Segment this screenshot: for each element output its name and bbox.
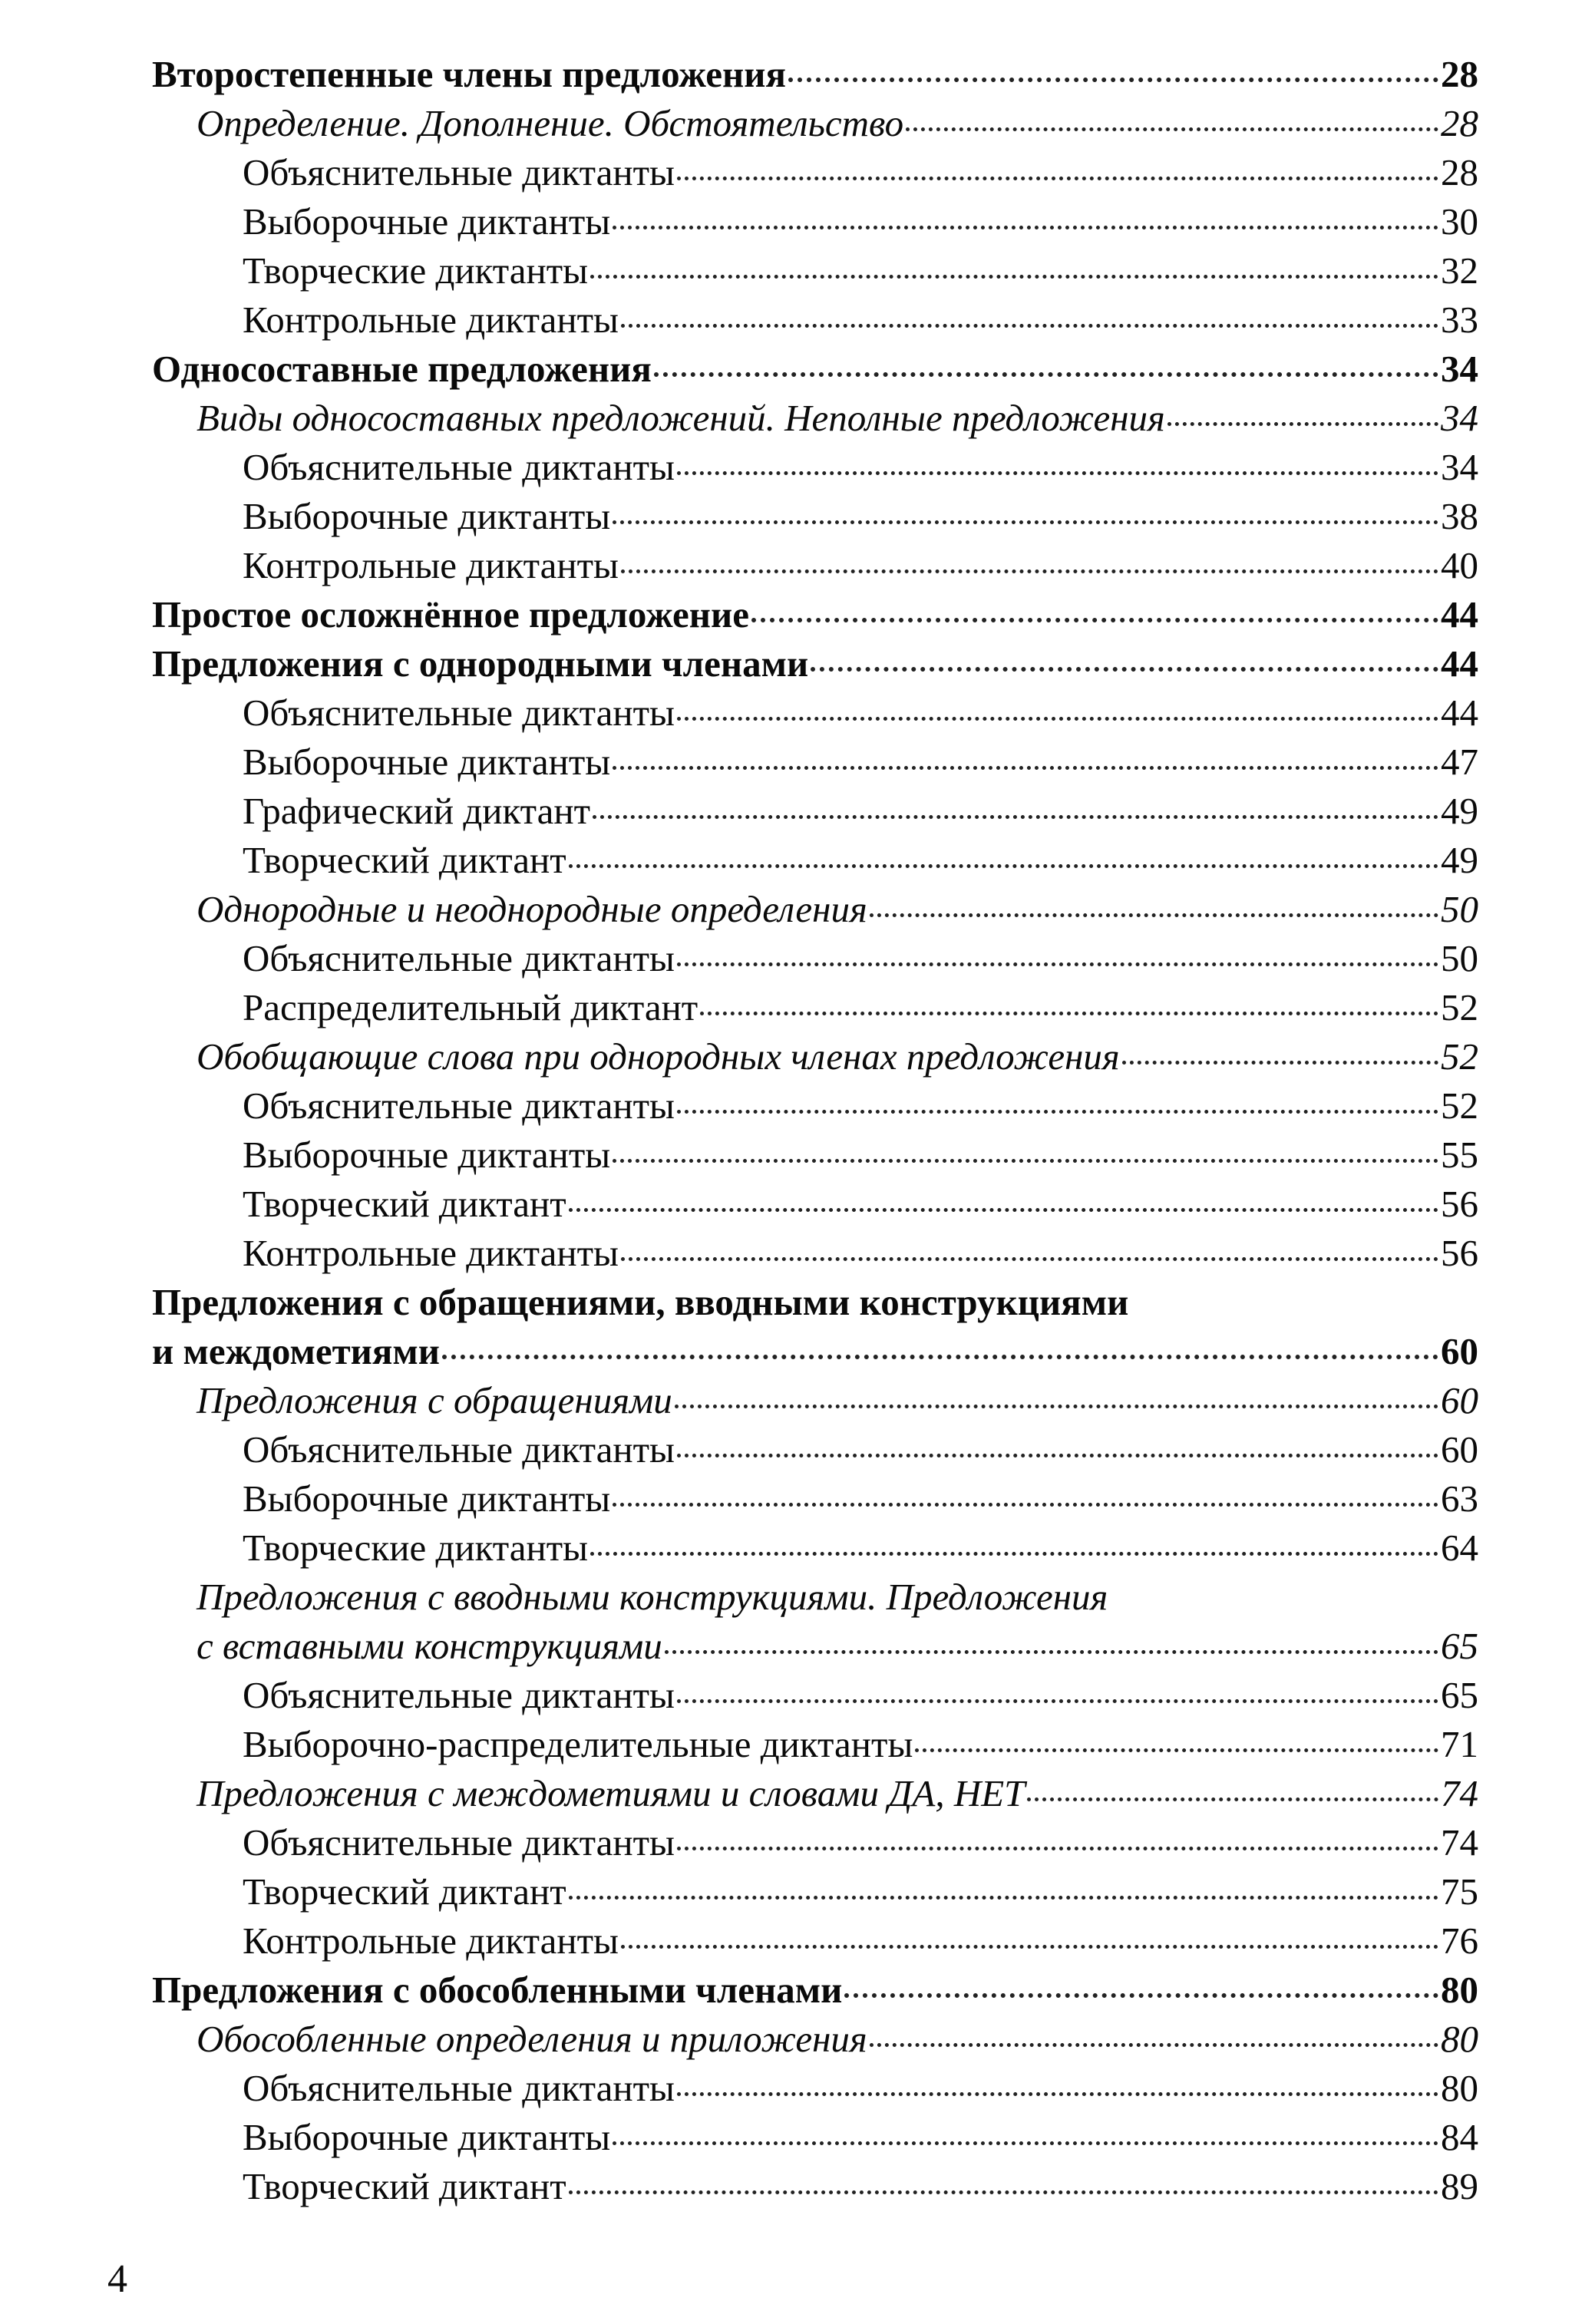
toc-exercise-entry [152, 1180, 1478, 1229]
dot-leader [677, 471, 1438, 475]
toc-entry-page: 80 [1441, 2018, 1478, 2060]
toc-section-entry [152, 1966, 1478, 2015]
dot-leader [870, 913, 1438, 917]
toc-entry-title: Предложения с обособленными членами [152, 1969, 843, 2011]
toc-entry-page: 89 [1441, 2165, 1478, 2207]
toc-entry-title: Творческий диктант [243, 2165, 566, 2207]
toc-entry-title: Выборочные диктанты [243, 1134, 611, 1176]
toc-entry-page: 52 [1441, 1035, 1478, 1078]
dot-leader [569, 1896, 1438, 1900]
dot-leader [593, 815, 1438, 819]
toc-entry-title: Обособленные определения и приложения [196, 2018, 867, 2060]
toc-exercise-entry [152, 2064, 1478, 2113]
toc-entry-page: 84 [1441, 2116, 1478, 2158]
dot-leader [621, 324, 1438, 328]
dot-leader [788, 78, 1438, 82]
toc-entry-page: 56 [1441, 1232, 1478, 1274]
dot-leader [844, 1993, 1438, 1998]
toc-section-entry-continuation [152, 1327, 1478, 1376]
toc-entry-page: 55 [1441, 1134, 1478, 1176]
toc-entry-title: Объяснительные диктанты [243, 446, 675, 488]
toc-entry-page: 50 [1441, 937, 1478, 979]
dot-leader [1167, 422, 1438, 426]
toc-entry-page: 28 [1441, 102, 1478, 144]
toc-entry-page: 71 [1441, 1723, 1478, 1765]
toc-entry-title: Второстепенные члены предложения [152, 53, 786, 95]
toc-entry-title: Контрольные диктанты [243, 299, 619, 341]
toc-entry-title: с вставными конструкциями [196, 1625, 662, 1667]
dot-leader [677, 1699, 1438, 1703]
toc-entry-page: 80 [1441, 2067, 1478, 2109]
dot-leader [751, 618, 1438, 622]
toc-section-entry [152, 345, 1478, 394]
dot-leader [1027, 1797, 1438, 1801]
toc-exercise-entry [152, 1867, 1478, 1916]
toc-entry-title: Предложения с обращениями [196, 1379, 672, 1421]
toc-entry-page: 65 [1441, 1674, 1478, 1716]
toc-exercise-entry [152, 836, 1478, 885]
toc-entry-title: Выборочные диктанты [243, 200, 611, 243]
toc-entry-page: 50 [1441, 888, 1478, 930]
toc-exercise-entry [152, 295, 1478, 345]
toc-entry-page: 44 [1441, 692, 1478, 734]
dot-leader [677, 2092, 1438, 2096]
dot-leader [677, 1847, 1438, 1850]
toc-subsection-entry [152, 885, 1478, 934]
toc-entry-page: 34 [1441, 348, 1478, 390]
dot-leader [1122, 1061, 1438, 1065]
dot-leader [613, 1503, 1438, 1507]
dot-leader [654, 372, 1438, 377]
toc-entry-page: 56 [1441, 1183, 1478, 1225]
toc-entry-title: Выборочные диктанты [243, 2116, 611, 2158]
toc-exercise-entry [152, 2162, 1478, 2211]
toc-entry-title: Графический диктант [243, 790, 591, 832]
toc-entry-title: Творческий диктант [243, 839, 566, 881]
toc-entry-page: 60 [1441, 1330, 1478, 1372]
toc-entry-page: 60 [1441, 1379, 1478, 1421]
toc-entry-title: Объяснительные диктанты [243, 1084, 675, 1127]
toc-section-entry [152, 639, 1478, 688]
toc-subsection-entry [152, 2015, 1478, 2064]
toc-exercise-entry [152, 1474, 1478, 1523]
toc-entry-page: 76 [1441, 1920, 1478, 1962]
toc-exercise-entry [152, 197, 1478, 246]
dot-leader [613, 520, 1438, 524]
toc-subsection-entry [152, 394, 1478, 443]
toc-exercise-entry [152, 1081, 1478, 1131]
toc-entry-page: 47 [1441, 741, 1478, 783]
toc-entry-title: Объяснительные диктанты [243, 1428, 675, 1471]
table-of-contents [152, 50, 1478, 2211]
toc-entry-title: Предложения с однородными членами [152, 642, 809, 685]
toc-entry-page: 80 [1441, 1969, 1478, 2011]
toc-entry-page: 40 [1441, 544, 1478, 586]
toc-entry-title: Творческий диктант [243, 1183, 566, 1225]
toc-exercise-entry [152, 1523, 1478, 1573]
toc-exercise-entry [152, 738, 1478, 787]
toc-exercise-entry [152, 443, 1478, 492]
toc-section-entry [152, 590, 1478, 639]
toc-entry-title: Объяснительные диктанты [243, 151, 675, 193]
toc-entry-title: Виды односоставных предложений. Неполные предложения [196, 397, 1165, 439]
toc-entry-page: 65 [1441, 1625, 1478, 1667]
toc-entry-title: Простое осложнённое предложение [152, 593, 750, 635]
dot-leader [675, 1405, 1438, 1408]
toc-section-entry [152, 50, 1478, 99]
toc-entry-title: Творческие диктанты [243, 1527, 589, 1569]
toc-exercise-entry [152, 246, 1478, 295]
page-number: 4 [107, 2257, 127, 2301]
toc-entry-page: 52 [1441, 986, 1478, 1028]
dot-leader [442, 1355, 1438, 1359]
toc-entry-title: Предложения с вводными конструкциями. Предложения [196, 1576, 1108, 1618]
toc-entry-title: Объяснительные диктанты [243, 692, 675, 734]
dot-leader [915, 1748, 1438, 1752]
toc-entry-page: 34 [1441, 446, 1478, 488]
toc-entry-page: 30 [1441, 200, 1478, 243]
toc-entry-page: 33 [1441, 299, 1478, 341]
dot-leader [906, 127, 1438, 131]
toc-exercise-entry [152, 1720, 1478, 1769]
toc-entry-title: Распределительный диктант [243, 986, 698, 1028]
dot-leader [621, 1257, 1438, 1261]
dot-leader [621, 569, 1438, 573]
dot-leader [677, 717, 1438, 721]
toc-entry-page: 44 [1441, 642, 1478, 685]
dot-leader [613, 766, 1438, 770]
toc-exercise-entry [152, 1229, 1478, 1278]
toc-entry-title: Обобщающие слова при однородных членах предложения [196, 1035, 1120, 1078]
toc-exercise-entry [152, 1425, 1478, 1474]
toc-entry-title: Предложения с междометиями и словами ДА, НЕТ [196, 1772, 1025, 1814]
toc-exercise-entry [152, 148, 1478, 197]
dot-leader [613, 2141, 1438, 2145]
toc-entry-title: Объяснительные диктанты [243, 1821, 675, 1863]
toc-entry-page: 63 [1441, 1477, 1478, 1520]
toc-entry-page: 74 [1441, 1821, 1478, 1863]
toc-entry-title: Предложения с обращениями, вводными конструкциями [152, 1281, 1129, 1323]
dot-leader [569, 864, 1438, 868]
dot-leader [569, 2190, 1438, 2194]
dot-leader [700, 1012, 1438, 1015]
dot-leader [870, 2043, 1438, 2047]
toc-entry-page: 44 [1441, 593, 1478, 635]
dot-leader [811, 667, 1438, 672]
toc-entry-page: 32 [1441, 249, 1478, 292]
toc-exercise-entry [152, 2113, 1478, 2162]
toc-exercise-entry [152, 983, 1478, 1032]
toc-entry-title: Выборочные диктанты [243, 495, 611, 537]
toc-entry-page: 38 [1441, 495, 1478, 537]
toc-section-entry [152, 1278, 1478, 1327]
toc-exercise-entry [152, 1671, 1478, 1720]
toc-entry-page: 28 [1441, 53, 1478, 95]
dot-leader [677, 177, 1438, 180]
toc-entry-page: 75 [1441, 1870, 1478, 1913]
toc-exercise-entry [152, 1131, 1478, 1180]
toc-entry-title: и междометиями [152, 1330, 441, 1372]
toc-entry-title: Выборочные диктанты [243, 1477, 611, 1520]
toc-entry-page: 49 [1441, 790, 1478, 832]
toc-entry-title: Объяснительные диктанты [243, 937, 675, 979]
toc-subsection-entry [152, 1032, 1478, 1081]
toc-entry-title: Контрольные диктанты [243, 1920, 619, 1962]
toc-entry-page: 52 [1441, 1084, 1478, 1127]
dot-leader [613, 226, 1438, 229]
toc-entry-title: Определение. Дополнение. Обстоятельство [196, 102, 904, 144]
toc-entry-title: Контрольные диктанты [243, 1232, 619, 1274]
toc-entry-title: Односоставные предложения [152, 348, 652, 390]
toc-subsection-entry [152, 99, 1478, 148]
toc-entry-title: Выборочно-распределительные диктанты [243, 1723, 913, 1765]
toc-subsection-entry [152, 1769, 1478, 1818]
toc-entry-title: Однородные и неоднородные определения [196, 888, 867, 930]
toc-entry-title: Контрольные диктанты [243, 544, 619, 586]
dot-leader [590, 1552, 1438, 1556]
dot-leader [665, 1650, 1438, 1654]
toc-entry-title: Творческие диктанты [243, 249, 589, 292]
toc-entry-page: 64 [1441, 1527, 1478, 1569]
toc-entry-title: Объяснительные диктанты [243, 1674, 675, 1716]
dot-leader [677, 962, 1438, 966]
dot-leader [621, 1945, 1438, 1949]
toc-exercise-entry [152, 541, 1478, 590]
toc-entry-page: 49 [1441, 839, 1478, 881]
toc-entry-page: 28 [1441, 151, 1478, 193]
toc-exercise-entry [152, 1818, 1478, 1867]
dot-leader [613, 1159, 1438, 1163]
toc-exercise-entry [152, 492, 1478, 541]
dot-leader [569, 1208, 1438, 1212]
toc-subsection-entry [152, 1376, 1478, 1425]
toc-exercise-entry [152, 688, 1478, 738]
dot-leader [590, 275, 1438, 279]
toc-entry-title: Творческий диктант [243, 1870, 566, 1913]
toc-entry-page: 34 [1441, 397, 1478, 439]
toc-entry-page: 60 [1441, 1428, 1478, 1471]
toc-entry-page: 74 [1441, 1772, 1478, 1814]
toc-entry-title: Выборочные диктанты [243, 741, 611, 783]
dot-leader [677, 1110, 1438, 1114]
toc-subsection-entry [152, 1573, 1478, 1622]
toc-exercise-entry [152, 934, 1478, 983]
toc-exercise-entry [152, 1916, 1478, 1966]
toc-entry-title: Объяснительные диктанты [243, 2067, 675, 2109]
toc-exercise-entry [152, 787, 1478, 836]
dot-leader [677, 1454, 1438, 1457]
toc-subsection-entry-continuation [152, 1622, 1478, 1671]
